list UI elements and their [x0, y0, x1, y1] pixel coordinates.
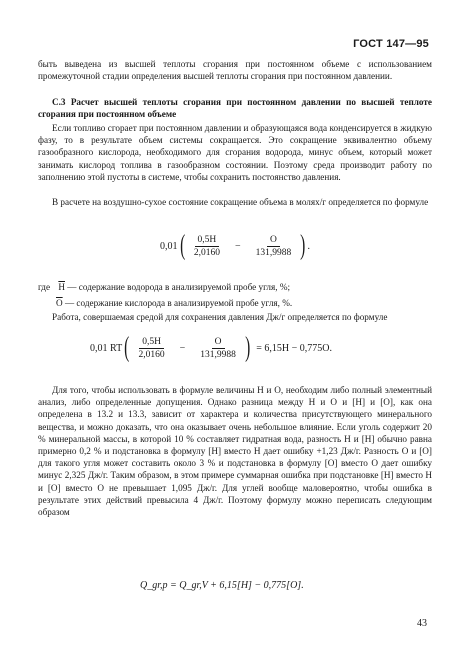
paragraph-volume-reduction: Если топливо сгорает при постоянном давлении и образующаяся вода конденсируется в жидкую фазу, то в результате объем системы сокращается. Это сокращение эквивалентно объему газообразного кислорода, необходимого для сгорания водорода, минус объем, который может занимать кислород топлива в газообразном состоянии. Поэтому среда производит работу по заполнению этой пустоты в системе, чтобы сохранить постоянство давления.	[38, 123, 432, 182]
definition-oxygen	[56, 297, 432, 309]
fraction-oxygen	[253, 235, 295, 258]
fraction-denominator: 2,0160	[138, 349, 165, 360]
fraction-denominator: 131,9988	[255, 247, 292, 258]
intro-paragraph: быть выведена из высшей теплоты сгорания при постоянном объеме с использованием промежуточной стадии определения высшей теплоты сгорания при постоянном давлении.	[38, 59, 432, 82]
paragraph-formula-intro: В расчете на воздушно-сухое состояние сокращение объема в молях/г определяется по формуле	[52, 197, 429, 207]
oxygen-symbol: $\overline{O}$	[56, 298, 63, 308]
hydrogen-symbol: $\overline{H}$	[58, 282, 65, 292]
formula1-tail: .	[307, 240, 311, 252]
fraction-hydrogen	[191, 235, 223, 258]
formula-volume-reduction	[160, 232, 310, 260]
fraction-numerator: O	[212, 337, 225, 349]
formula2-coefficient: 0,01 RT	[90, 342, 123, 354]
document-code-header: ГОСТ 147—95	[353, 38, 429, 50]
right-parenthesis: )	[245, 332, 251, 363]
formula-work	[90, 334, 332, 362]
fraction-oxygen	[197, 337, 239, 360]
fraction-denominator: 2,0160	[193, 247, 220, 258]
left-parenthesis: (	[179, 230, 185, 261]
right-parenthesis: )	[300, 230, 306, 261]
where-word: где	[38, 282, 51, 292]
paragraph-substitution: Для того, чтобы использовать в формуле величины H и O, необходим либо полный элементный анализ, либо определенные допущения. Однако разница между H и O и [H] и [O], как она определена в 13.2 и 13.3, зависит от характера и количества присутствующего минерального вещества, и можно доказать, что она оказывает очень небольшое влияние. Если уголь содержит 20 % минеральной массы, в которой 10 % составляет гидратная вода, разность H и [H] обычно равна примерно 0,2 % и подстановка в формулу [H] вместо H дает ошибку +1,23 Дж/г. Разность O и [O] для такого угля может составить около 3 % и подстановка в формулу [O] вместо O дает ошибку минус 2,325 Дж/г. Таким образом, в этом примере суммарная ошибка при подстановке [H] вместо H и [O] вместо O не превышает 1,095 Дж/г. Для углей вообще маловероятно, чтобы ошибка в результате этих действий превысила 4 Дж/г. Поэтому формулу можно переписать следующим образом	[38, 385, 432, 518]
minus-sign: −	[234, 240, 241, 252]
formula1-coefficient: 0,01	[160, 240, 178, 252]
fraction-numerator: 0,5H	[139, 337, 164, 349]
formula-final: Q_gr,p = Q_gr,V + 6,15[H] − 0,775[O].	[140, 580, 304, 591]
fraction-denominator: 131,9988	[200, 349, 236, 360]
section-heading: С.3 Расчет высшей теплоты сгорания при постоянном давлении по высшей теплоте сгорания при постоянном объеме	[38, 97, 432, 120]
paragraph-work: Работа, совершаемая средой для сохранения давления Дж/г определяется по формуле	[52, 312, 388, 322]
fraction-numerator: O	[267, 235, 280, 247]
oxygen-definition: — содержание кислорода в анализируемой пробе угля, %.	[64, 298, 293, 308]
page-number: 43	[417, 618, 427, 629]
fraction-numerator: 0,5H	[195, 235, 220, 247]
minus-sign: −	[179, 342, 186, 354]
definition-hydrogen	[38, 281, 432, 293]
fraction-hydrogen	[136, 337, 168, 360]
formula2-result: = 6,15H − 0,775O.	[256, 342, 332, 354]
hydrogen-definition: — содержание водорода в анализируемой пробе угля, %;	[67, 282, 291, 292]
left-parenthesis: (	[124, 332, 130, 363]
